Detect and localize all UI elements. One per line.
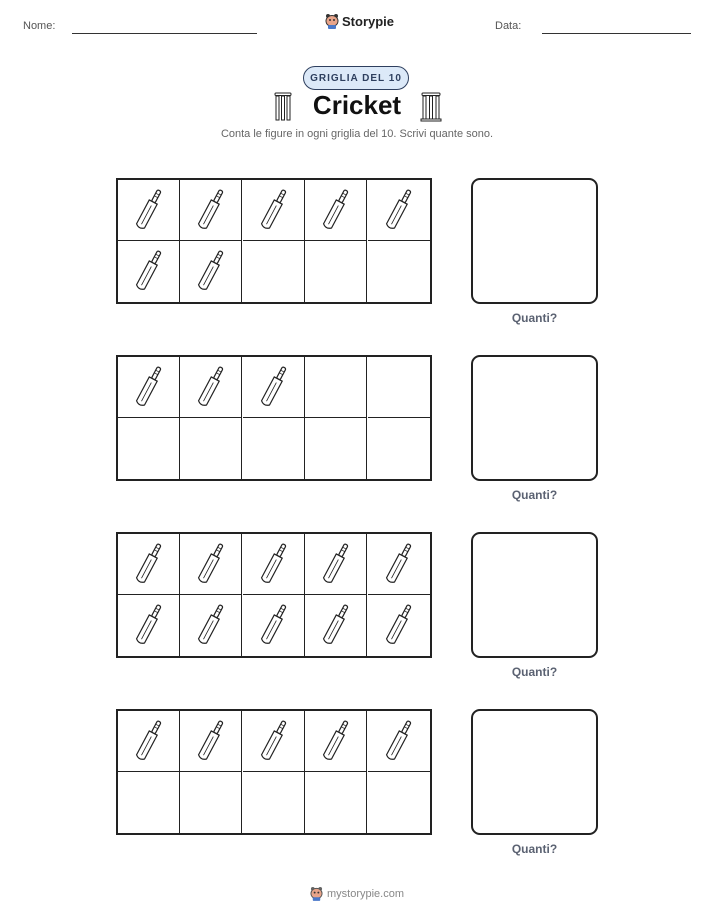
answer-box[interactable] (471, 355, 598, 481)
date-label: Data: (495, 20, 522, 32)
ten-frame-cell (118, 241, 180, 302)
cricket-bat-icon (257, 187, 291, 233)
answer-box[interactable] (471, 709, 598, 835)
answer-box[interactable] (471, 178, 598, 304)
storypie-mascot-icon (310, 886, 323, 901)
cricket-bat-icon (319, 602, 353, 648)
ten-frame-cell (118, 595, 180, 656)
ten-frame (116, 532, 432, 658)
ten-frame-cell (118, 418, 180, 479)
ten-frame-cell (118, 180, 180, 241)
ten-frame-cell (368, 711, 430, 772)
ten-frame-cell (305, 534, 367, 595)
instructions: Conta le figure in ogni griglia del 10. Scrivi quante sono. (220, 128, 494, 140)
ten-frame-cell (368, 418, 430, 479)
ten-frame-cell (305, 711, 367, 772)
cricket-bat-icon (194, 248, 228, 294)
ten-frame-cell (180, 241, 242, 302)
footer (0, 886, 714, 901)
ten-frame-cell (368, 772, 430, 833)
name-label: Nome: (23, 20, 56, 32)
cricket-bat-icon (257, 602, 291, 648)
cricket-bat-icon (382, 187, 416, 233)
brand-logo (325, 13, 394, 29)
worksheet-badge: GRIGLIA DEL 10 (303, 66, 409, 90)
ten-frame-cell (305, 595, 367, 656)
cricket-bat-icon (319, 187, 353, 233)
cricket-bat-icon (132, 187, 166, 233)
cricket-bat-icon (194, 187, 228, 233)
ten-frame-cell (368, 180, 430, 241)
cricket-bat-icon (257, 541, 291, 587)
answer-box[interactable] (471, 532, 598, 658)
answer-label: Quanti? (511, 488, 558, 502)
date-line[interactable] (542, 33, 691, 34)
answer-label: Quanti? (511, 311, 558, 325)
ten-frame-cell (180, 595, 242, 656)
ten-frame-cell (368, 241, 430, 302)
ten-frame-cell (118, 534, 180, 595)
ten-frame-cell (180, 180, 242, 241)
cricket-bat-icon (194, 541, 228, 587)
cricket-bat-icon (132, 718, 166, 764)
ten-frame-cell (243, 241, 305, 302)
ten-frame-cell (180, 534, 242, 595)
ten-frame-cell (368, 357, 430, 418)
ten-frame-cell (180, 711, 242, 772)
name-line[interactable] (72, 33, 257, 34)
ten-frame-cell (368, 595, 430, 656)
ten-frame-cell (305, 772, 367, 833)
ten-frame-cell (180, 772, 242, 833)
ten-frame-cell (118, 772, 180, 833)
cricket-bat-icon (194, 602, 228, 648)
ten-frame (116, 178, 432, 304)
ten-frame-cell (180, 357, 242, 418)
ten-frame-cell (305, 357, 367, 418)
answer-label: Quanti? (511, 665, 558, 679)
ten-frame-cell (118, 357, 180, 418)
ten-frame-cell (305, 241, 367, 302)
ten-frame (116, 709, 432, 835)
ten-frame-cell (243, 772, 305, 833)
ten-frame-cell (368, 534, 430, 595)
brand-name: Storypie (342, 13, 395, 29)
ten-frame-cell (180, 418, 242, 479)
cricket-bat-icon (382, 602, 416, 648)
cricket-bat-icon (194, 364, 228, 410)
cricket-bat-icon (319, 541, 353, 587)
ten-frame-cell (305, 180, 367, 241)
ten-frame-cell (243, 534, 305, 595)
cricket-stumps-icon (420, 92, 442, 122)
cricket-bat-icon (132, 541, 166, 587)
ten-frame-cell (243, 180, 305, 241)
ten-frame-cell (118, 711, 180, 772)
storypie-mascot-icon (325, 13, 339, 29)
ten-frame-cell (243, 711, 305, 772)
cricket-bat-icon (382, 541, 416, 587)
cricket-bat-icon (194, 718, 228, 764)
ten-frame-cell (243, 418, 305, 479)
ten-frame-cell (243, 595, 305, 656)
worksheet-title: Cricket (312, 90, 402, 120)
ten-frame-cell (243, 357, 305, 418)
cricket-bat-icon (132, 248, 166, 294)
cricket-bat-icon (257, 364, 291, 410)
cricket-bat-icon (132, 602, 166, 648)
cricket-bat-icon (132, 364, 166, 410)
cricket-bat-icon (257, 718, 291, 764)
cricket-bat-icon (319, 718, 353, 764)
ten-frame (116, 355, 432, 481)
footer-url: mystorypie.com (326, 887, 405, 900)
ten-frame-cell (305, 418, 367, 479)
answer-label: Quanti? (511, 842, 558, 856)
cricket-bat-icon (382, 718, 416, 764)
